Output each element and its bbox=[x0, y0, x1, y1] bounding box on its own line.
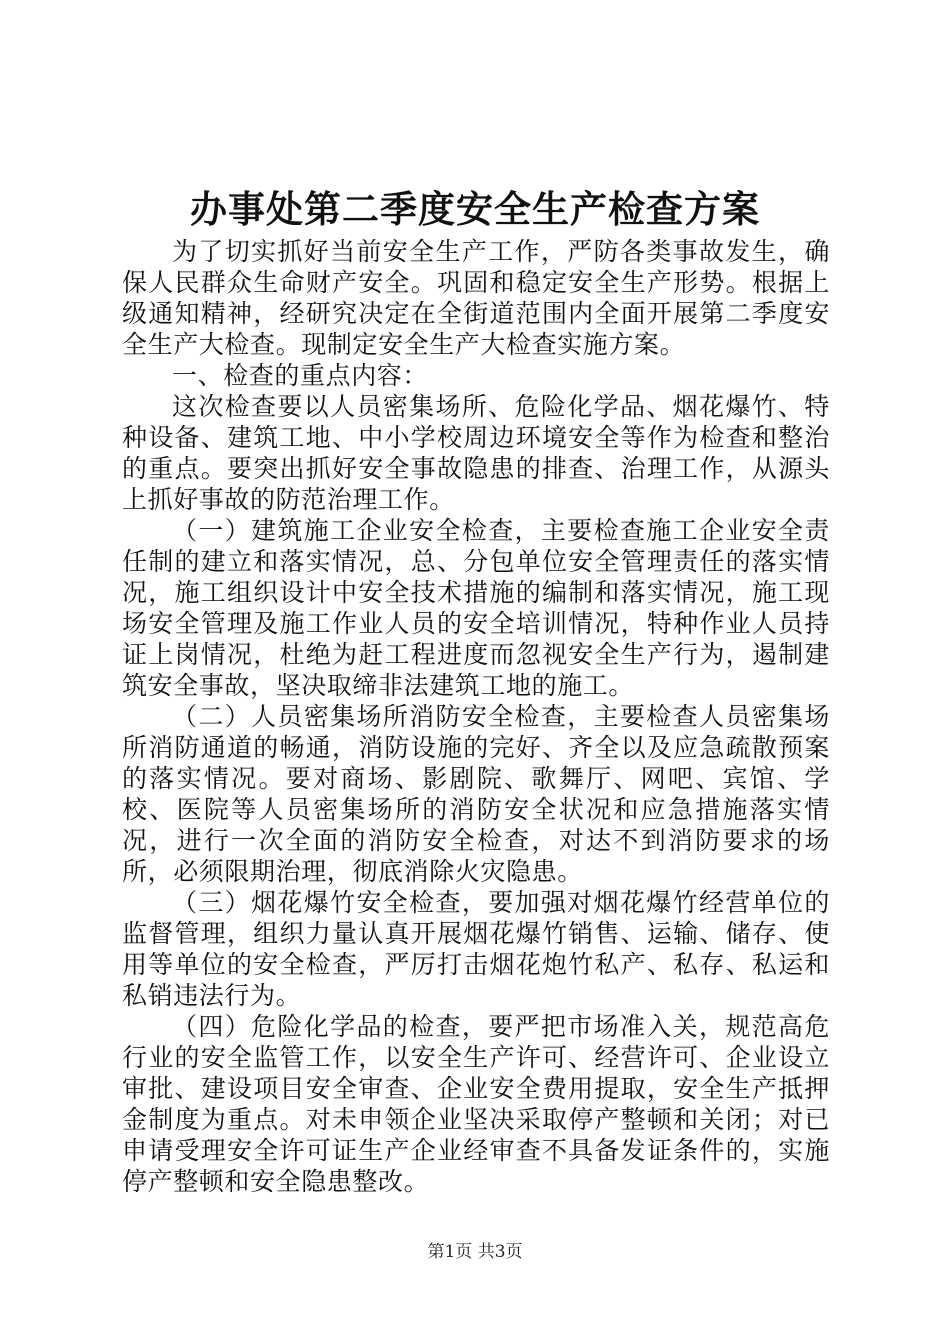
page-number-footer: 第1页 共3页 bbox=[427, 1242, 523, 1262]
paragraph-construction-safety: （一）建筑施工企业安全检查，主要检查施工企业安全责任制的建立和落实情况，总、分包单位安全管理责任的落实情况，施工组织设计中安全技术措施的编制和落实情况，施工现场安全管理及施工作业人员的安全培训情况，特种作业人员持证上岗情况，杜绝为赶工程进度而忽视安全生产行为，遏制建筑安全事故，坚决取缔非法建筑工地的施工。 bbox=[122, 516, 830, 700]
section-heading-key-content: 一、检查的重点内容： bbox=[172, 361, 429, 390]
paragraph-inspection-focus: 这次检查要以人员密集场所、危险化学品、烟花爆竹、特种设备、建筑工地、中小学校周边环境安全等作为检查和整治的重点。要突出抓好安全事故隐患的排查、治理工作，从源头上抓好事故的防范治理工作。 bbox=[122, 392, 830, 514]
document-body bbox=[122, 236, 830, 1197]
document-title: 办事处第二季度安全生产检查方案 bbox=[190, 187, 760, 231]
paragraph-intro: 为了切实抓好当前安全生产工作，严防各类事故发生，确保人民群众生命财产安全。巩固和稳定安全生产形势。根据上级通知精神，经研究决定在全街道范围内全面开展第二季度安全生产大检查。现制定安全生产大检查实施方案。 bbox=[122, 237, 830, 359]
paragraph-hazardous-chemicals: （四）危险化学品的检查，要严把市场准入关，规范高危行业的安全监管工作，以安全生产许可、经营许可、企业设立审批、建设项目安全审查、企业安全费用提取，安全生产抵押金制度为重点。对未申领企业坚决采取停产整顿和关闭；对已申请受理安全许可证生产企业经审查不具备发证条件的，实施停产整顿和安全隐患整改。 bbox=[122, 1012, 830, 1196]
paragraph-fireworks-safety: （三）烟花爆竹安全检查，要加强对烟花爆竹经营单位的监督管理，组织力量认真开展烟花爆竹销售、运输、储存、使用等单位的安全检查，严厉打击烟花炮竹私产、私存、私运和私销违法行为。 bbox=[122, 888, 830, 1010]
paragraph-fire-safety: （二）人员密集场所消防安全检查，主要检查人员密集场所消防通道的畅通，消防设施的完好、齐全以及应急疏散预案的落实情况。要对商场、影剧院、歌舞厅、网吧、宾馆、学校、医院等人员密集场所的消防安全状况和应急措施落实情况，进行一次全面的消防安全检查，对达不到消防要求的场所，必须限期治理，彻底消除火灾隐患。 bbox=[122, 702, 830, 886]
